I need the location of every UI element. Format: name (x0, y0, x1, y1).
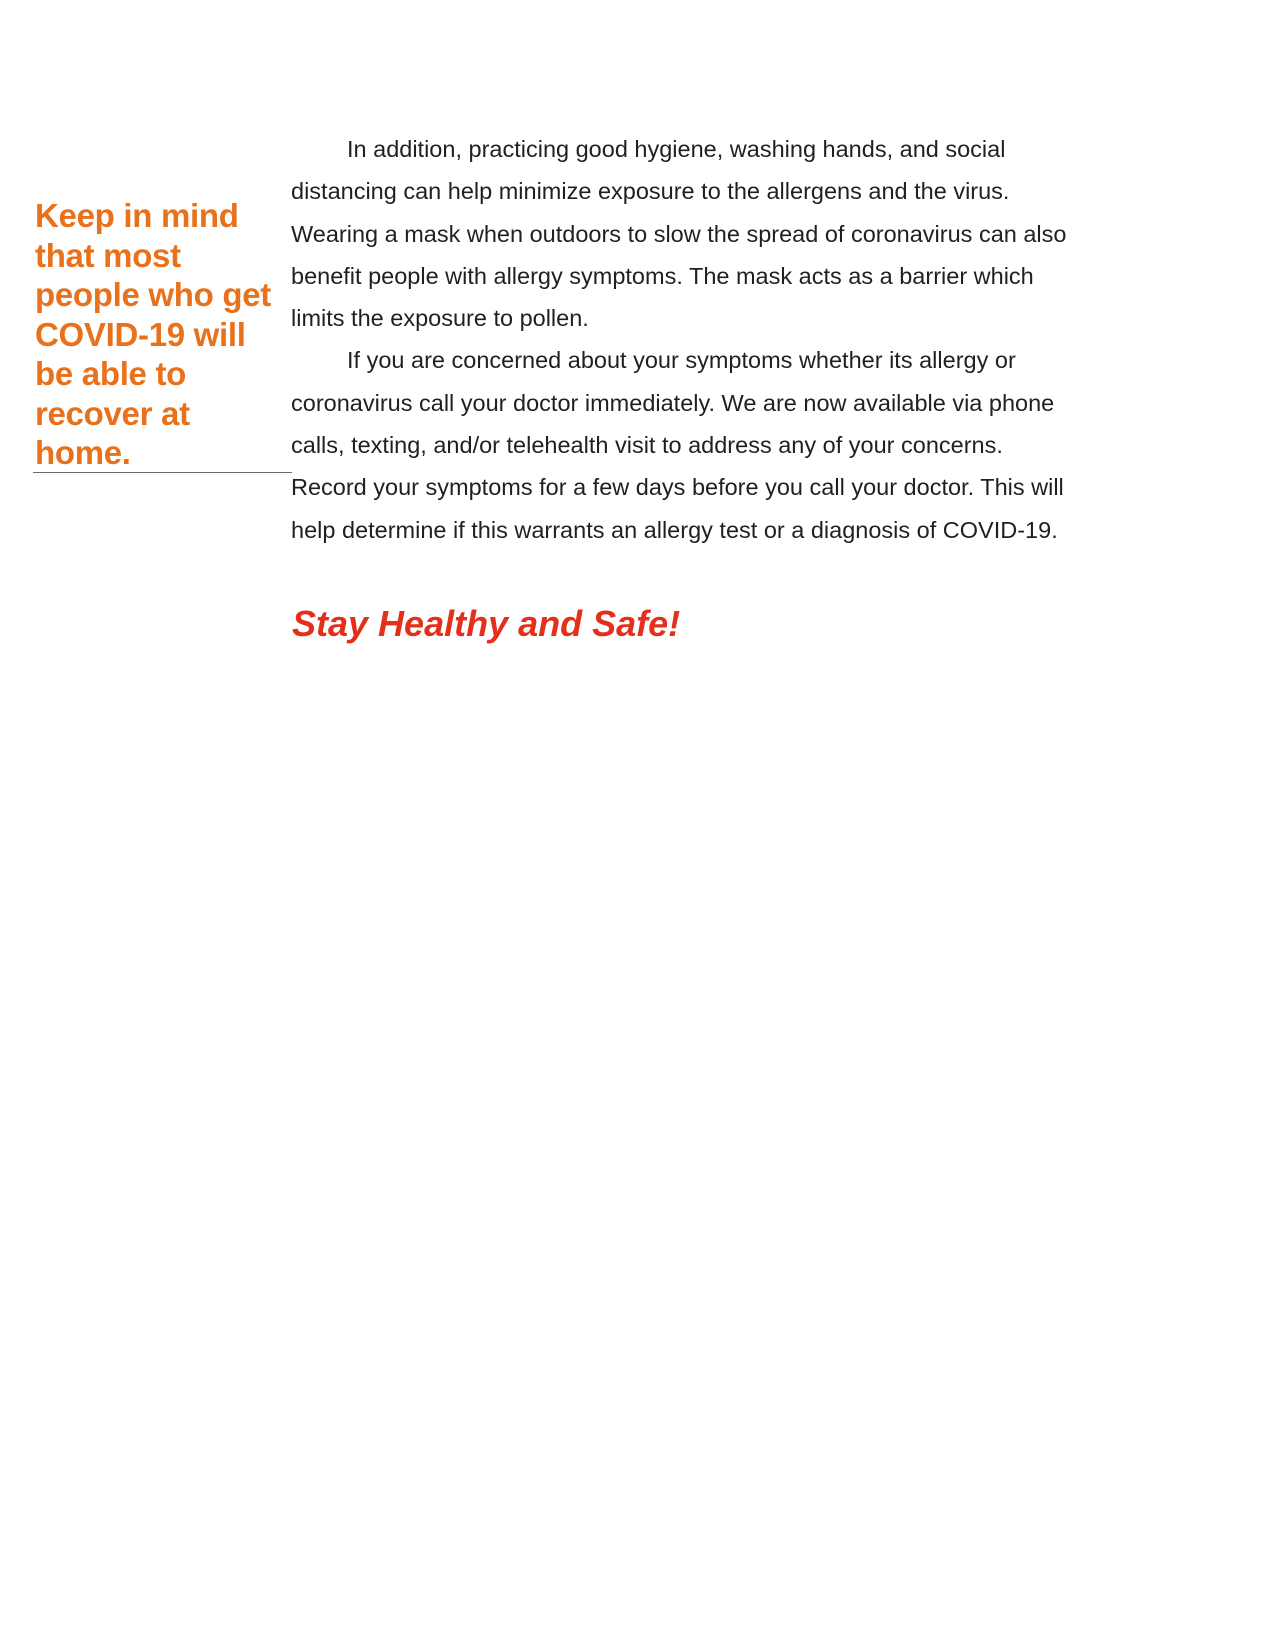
paragraph-contact-doctor: If you are concerned about your symptoms whether its allergy or coronavirus call your doctor immediately. We are now available via phone calls, texting, and/or telehealth visit to address any of your concerns. Record your symptoms for a few days before you call your doctor. This will help determine if this warrants an allergy test or a diagnosis of COVID-19. (291, 347, 1064, 543)
paragraph-hygiene: In addition, practicing good hygiene, washing hands, and social distancing can help minimize exposure to the allergens and the virus. Wearing a mask when outdoors to slow the spread of coronavirus can also benefit people with allergy symptoms. The mask acts as a barrier which limits the exposure to pollen. (291, 136, 1067, 332)
sidebar-callout: Keep in mind that most people who get COVID-19 will be able to recover at home. (35, 197, 271, 471)
closing-message: Stay Healthy and Safe! (292, 603, 681, 644)
callout-divider (33, 472, 292, 473)
body-text (291, 128, 1151, 551)
